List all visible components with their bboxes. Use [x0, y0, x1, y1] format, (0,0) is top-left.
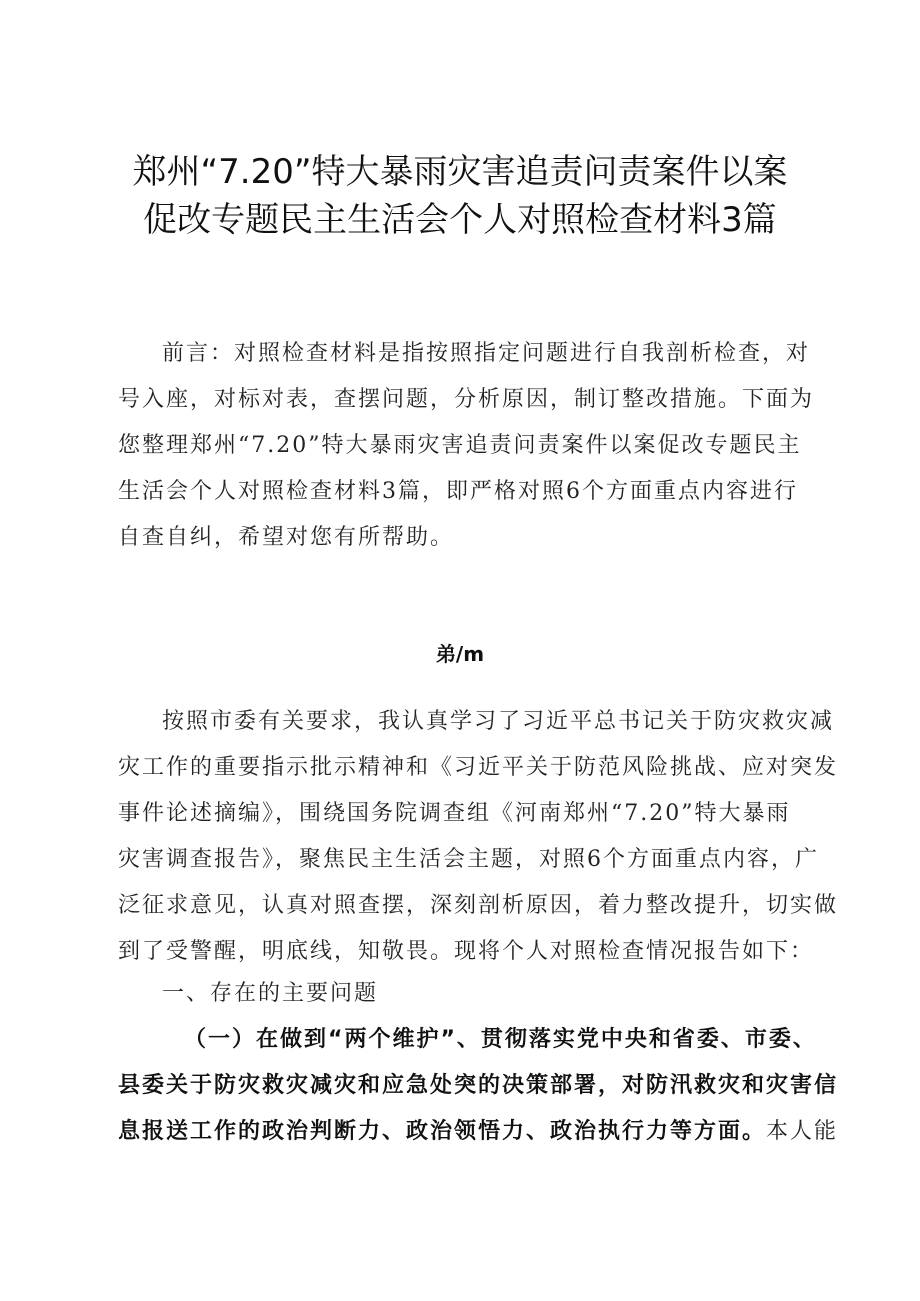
- body-line: 灾工作的重要指示批示精神和《习近平关于防范风险挑战、应对突发: [118, 755, 839, 780]
- preface-line: 自查自纠，希望对您有所帮助。: [118, 525, 455, 550]
- body-line: 灾害调查报告》，聚焦民主生活会主题，对照6个方面重点内容，广: [118, 847, 819, 872]
- body-line: 泛征求意见，认真对照查摆，深刻剖析原因，着力整改提升，切实做: [118, 893, 839, 918]
- body-line: 事件论述摘编》，围绕国务院调查组《河南郑州“7.20”特大暴雨: [118, 801, 791, 826]
- subsection-line: 息报送工作的政治判断力、政治领悟力、政治执行力等方面。: [118, 1119, 767, 1144]
- subsection-line: （一）在做到“两个维护”、贯彻落实党中央和省委、市委、: [184, 1027, 817, 1052]
- preface-line: 号入座，对标对表，查摆问题，分析原因，制订整改措施。下面为: [118, 387, 815, 412]
- preface-line: 前言：对照检查材料是指按照指定问题进行自我剖析检查，对: [162, 341, 811, 366]
- section-heading: 弟/m: [435, 642, 485, 666]
- document-title-line-2: 促改专题民主生活会个人对照检查材料3篇: [143, 200, 777, 240]
- subsection-last-line: [118, 1114, 838, 1145]
- body-line: 按照市委有关要求，我认真学习了习近平总书记关于防灾救灾减: [162, 709, 835, 734]
- body-line: 到了受警醒，明底线，知敬畏。现将个人对照检查情况报告如下：: [118, 939, 815, 964]
- section-heading-1: 一、存在的主要问题: [162, 981, 379, 1006]
- preface-line: 您整理郑州“7.20”特大暴雨灾害追责问责案件以案促改专题民主: [118, 433, 802, 458]
- document-title-line-1: 郑州“7.20”特大暴雨灾害追责问责案件以案: [132, 152, 788, 192]
- subsection-line: 县委关于防灾救灾减灾和应急处突的决策部署，对防汛救灾和灾害信: [118, 1073, 839, 1098]
- preface-line: 生活会个人对照检查材料3篇，即严格对照6个方面重点内容进行: [118, 479, 798, 504]
- subsection-tail: 本人能: [766, 1119, 839, 1144]
